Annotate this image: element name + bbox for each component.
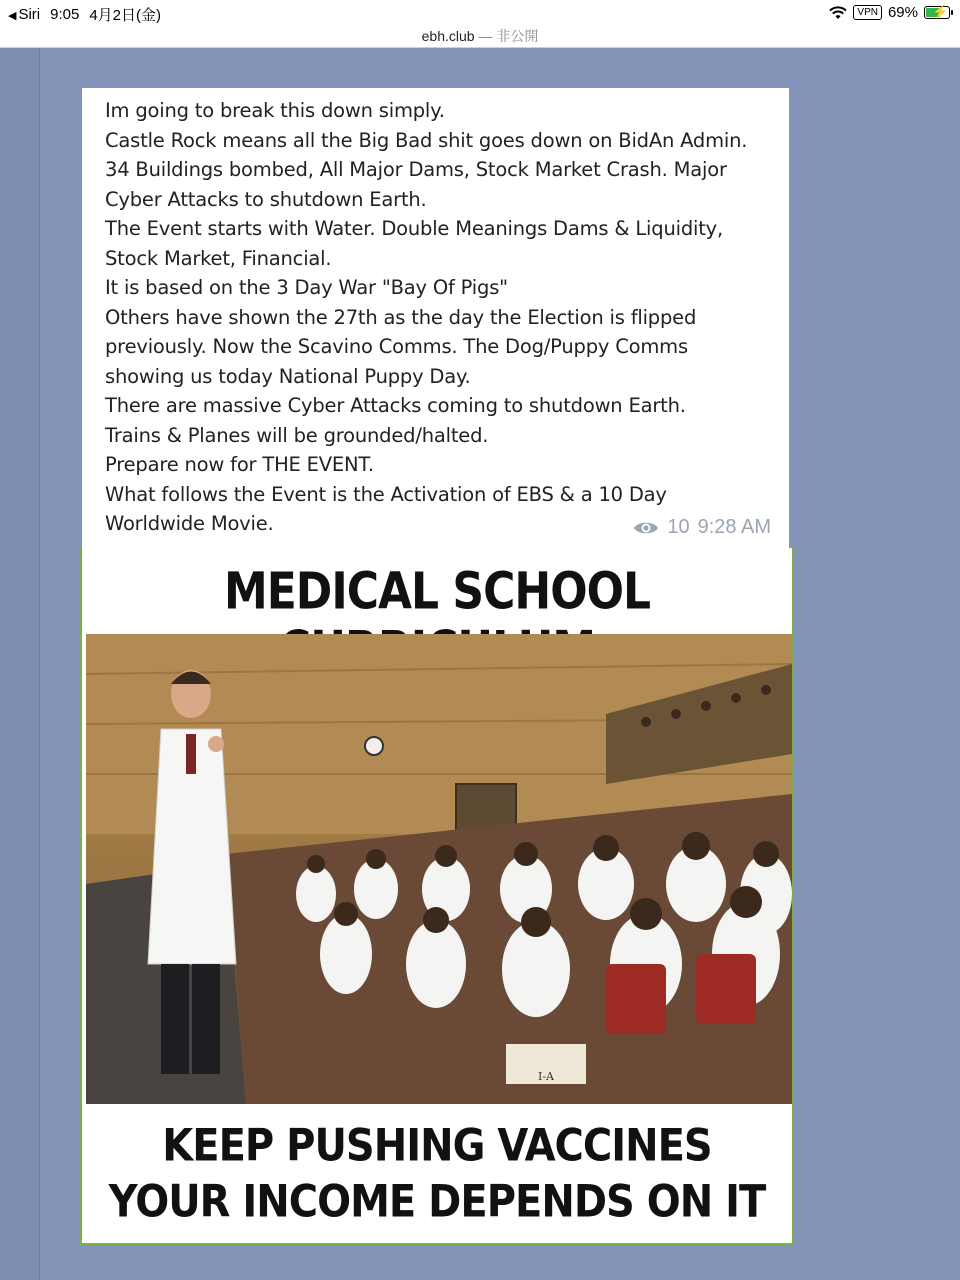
views-eye-icon [633,520,659,536]
status-left [8,4,161,25]
message-line: What follows the Event is the Activation of EBS & a 10 Day [105,482,667,506]
message-line: Castle Rock means all the Big Bad shit goes down on BidAn Admin. [105,128,748,152]
message-line: previously. Now the Scavino Comms. The Dog/Puppy Comms [105,335,688,358]
message-time: 9:28 AM [697,516,771,538]
message-line: showing us today National Puppy Day. [105,364,471,388]
lecture-hall-illustration [86,634,792,1104]
back-to-app-button[interactable] [8,6,40,23]
message-line: Im going to break this down simply. [105,99,445,122]
left-gutter [0,48,40,1280]
battery-percent: 69% [887,4,918,21]
message-line: The Event starts with Water. Double Meanings Dams & Liquidity, [105,217,723,240]
message-line: Prepare now for THE EVENT. [105,453,374,476]
message-line: Others have shown the 27th as the day the Election is flipped [105,305,697,329]
meme-bottom-line-1: KEEP PUSHING VACCINES [162,1120,712,1172]
url-domain: ebh.club [421,28,475,44]
message-line: It is based on the 3 Day War "Bay Of Pigs" [105,276,508,299]
message-bubble [82,88,789,550]
wifi-icon [829,6,847,20]
back-app-label: Siri [18,6,41,23]
status-right [829,4,950,21]
seat-sign-label: I-A [537,1070,555,1083]
status-date: 4月2日(金) [89,7,162,24]
message-line: 34 Buildings bombed, All Major Dams, Stock Market Crash. Major [105,158,727,181]
status-bar [0,0,960,26]
meme-image[interactable] [80,548,794,1245]
meme-bottom-caption [82,1118,792,1230]
status-time: 9:05 [50,6,80,23]
message-line: Worldwide Movie. [105,512,274,535]
message-meta [633,516,771,539]
charging-bolt-icon: ⚡ [932,4,949,19]
vpn-badge: VPN [853,5,882,20]
back-arrow-icon: ◀ [8,10,17,22]
views-count: 10 [667,516,690,538]
meme-top-caption: MEDICAL SCHOOL [223,562,651,621]
message-line: Cyber Attacks to shutdown Earth. [105,187,427,211]
lecture-hall-photo [86,634,792,1104]
url-bar[interactable] [0,26,960,48]
message-line: Stock Market, Financial. [105,246,332,270]
message-line: Trains & Planes will be grounded/halted. [105,423,489,447]
message-text [105,96,785,539]
meme-bottom-line-2: YOUR INCOME DEPENDS ON IT [108,1176,766,1228]
url-privacy-label: — 非公開 [478,28,539,44]
wall-clock-icon [365,737,383,755]
message-line: There are massive Cyber Attacks coming to shutdown Earth. [105,394,686,417]
battery-icon [924,6,950,19]
